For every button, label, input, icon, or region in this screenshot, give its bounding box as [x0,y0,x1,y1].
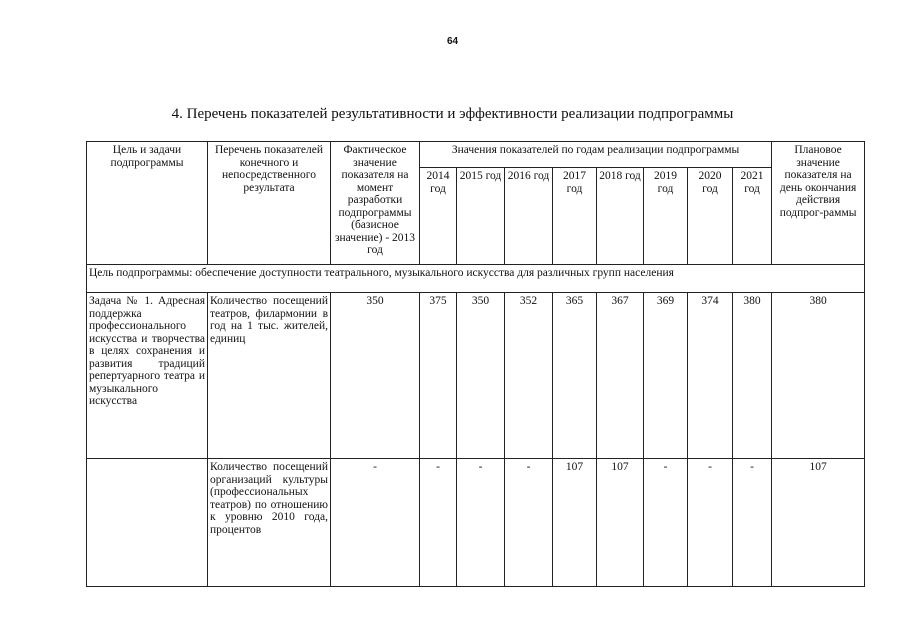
planned-value-cell: 107 [772,459,865,587]
header-actual-value: Фактическое значение показателя на момент разработки подпрограммы (базисное значение) - 2013 год [331,142,420,265]
value-2020-cell: 374 [688,293,733,459]
header-year-2019: 2019 год [644,168,688,265]
header-year-2020: 2020 год [688,168,733,265]
header-planned-value: Плановое значение показателя на день окончания действия подпрог-раммы [772,142,865,265]
value-2014-cell: 375 [420,293,457,459]
value-2018-cell: 107 [597,459,644,587]
value-2018-cell: 367 [597,293,644,459]
base-value-cell: 350 [331,293,420,459]
header-year-2021: 2021 год [733,168,772,265]
task-cell: Задача № 1. Адресная поддержка профессионального искусства и творчества в целях сохранения и развития традиций репертуарного театра и музыкального искусства [87,293,208,459]
header-year-2018: 2018 год [597,168,644,265]
header-year-2016: 2016 год [505,168,553,265]
header-years-group: Значения показателей по годам реализации подпрограммы [420,142,772,168]
base-value-cell: - [331,459,420,587]
indicator-cell: Количество посещений театров, филармонии в год на 1 тыс. жителей, единиц [208,293,331,459]
table-row [87,459,865,587]
value-2016-cell: 352 [505,293,553,459]
value-2019-cell: - [644,459,688,587]
value-2020-cell: - [688,459,733,587]
header-year-2017: 2017 год [553,168,597,265]
value-2017-cell: 107 [553,459,597,587]
indicators-table [86,141,865,587]
goal-row: Цель подпрограммы: обеспечение доступности театрального, музыкального искусства для различных групп населения [87,265,865,293]
value-2016-cell: - [505,459,553,587]
value-2015-cell: - [457,459,505,587]
task-cell [87,459,208,587]
value-2015-cell: 350 [457,293,505,459]
indicator-cell: Количество посещений организаций культуры (профессиональных театров) по отношению к уровню 2010 года, процентов [208,459,331,587]
header-goal-tasks: Цель и задачи подпрограммы [87,142,208,265]
value-2014-cell: - [420,459,457,587]
header-year-2014: 2014 год [420,168,457,265]
document-title: 4. Перечень показателей результативности и эффективности реализации подпрограммы [171,106,734,122]
table-row [87,293,865,459]
page-number: 64 [446,36,459,47]
header-indicator-list: Перечень показателей конечного и непосредственного результата [208,142,331,265]
value-2021-cell: 380 [733,293,772,459]
value-2021-cell: - [733,459,772,587]
value-2017-cell: 365 [553,293,597,459]
value-2019-cell: 369 [644,293,688,459]
header-year-2015: 2015 год [457,168,505,265]
planned-value-cell: 380 [772,293,865,459]
